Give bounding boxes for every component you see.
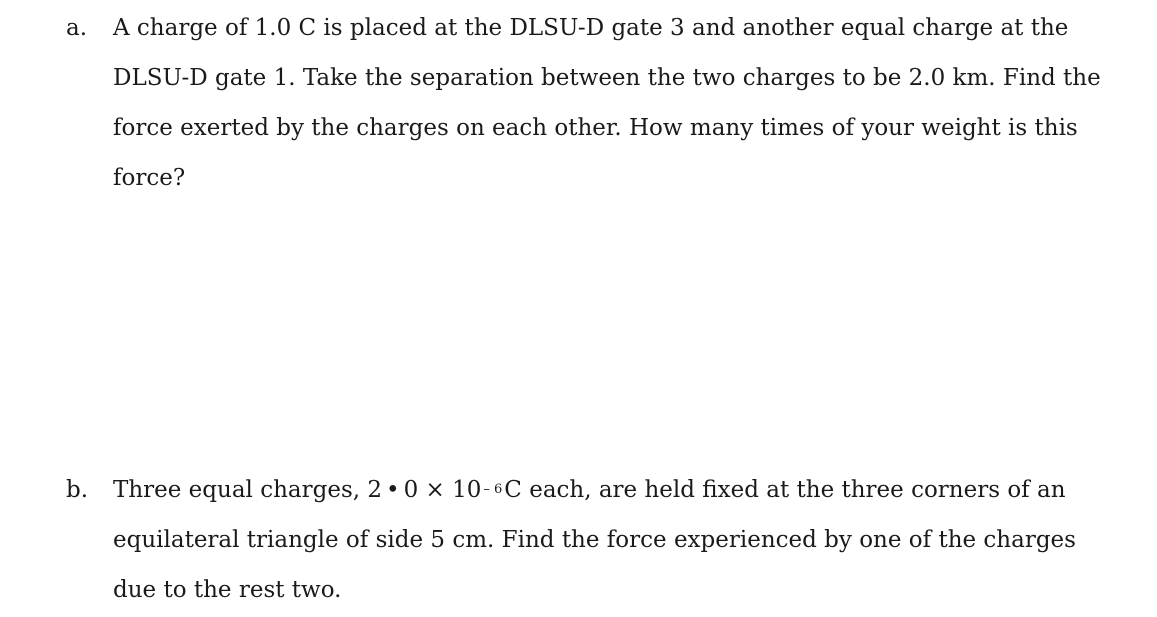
problem-b-exponent: – 6	[483, 482, 503, 497]
problem-b-line: due to the rest two.	[113, 577, 342, 603]
problem-b-text-end: C each, are held fixed at the three corners of an	[504, 477, 1066, 503]
problem-a-marker: a.	[66, 15, 88, 41]
problem-a-text	[113, 3, 1143, 203]
problem-a-line: DLSU-D gate 1. Take the separation between the two charges to be 2.0 km. Find the	[113, 65, 1101, 91]
problem-a-line: A charge of 1.0 C is placed at the DLSU-D gate 3 and another equal charge at the	[113, 15, 1069, 41]
problem-a-line: force?	[113, 165, 186, 191]
problem-b-charge-mantissa: 0 × 10	[403, 477, 482, 503]
problem-a-line: force exerted by the charges on each other. How many times of your weight is this	[113, 115, 1078, 141]
problem-b-line: equilateral triangle of side 5 cm. Find the force experienced by one of the charges	[113, 527, 1076, 553]
problem-b-marker: b.	[66, 477, 89, 503]
problem-b-line	[113, 465, 1143, 515]
problem-b-text-start: Three equal charges, 2	[113, 477, 383, 503]
problem-b-text	[113, 465, 1143, 615]
multiplication-dot: •	[386, 477, 400, 503]
